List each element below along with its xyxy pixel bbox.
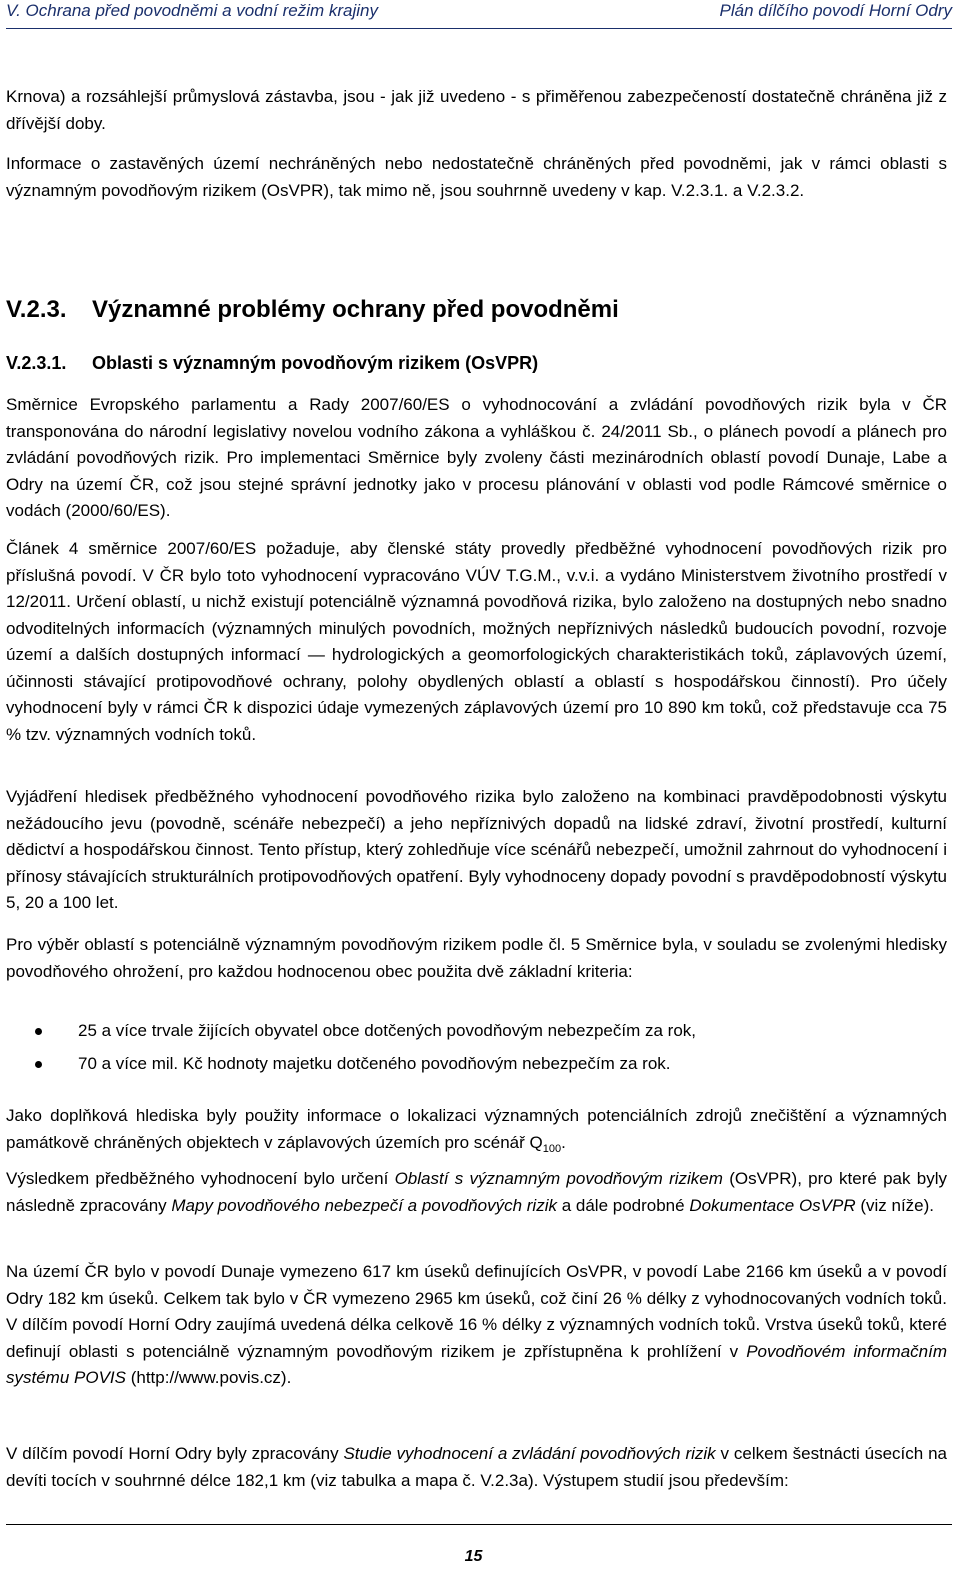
paragraph-1: Krnova) a rozsáhlejší průmyslová zástavba, jsou - jak již uvedeno - s přiměřenou zabezpečeností dostatečně chráněna již z dřívější doby. [6,87,947,133]
criteria-list [6,1018,947,1083]
paragraph-7 [6,1103,947,1156]
paragraph-9 [6,1259,947,1392]
subsection-title: Oblasti s významným povodňovým rizikem (OsVPR) [92,353,539,373]
section-title: Významné problémy ochrany před povodněmi [92,296,619,323]
paragraph-3: Směrnice Evropského parlamentu a Rady 2007/60/ES o vyhodnocování a zvládání povodňových rizik byla v ČR transponována do národní legislativy novelou vodního zákona a vyhláškou č. 24/2011 Sb., o plánech povodí a plánech pro zvládání povodňových rizik. Pro implementaci Směrnice byly zvoleny části mezinárodních oblastí povodí Dunaje, Labe a Odry na území ČR, což jsou stejné správní jednotky jako v procesu plánování v oblasti vod podle Rámcové směrnice o vodách (2000/60/ES). [6,395,947,520]
paragraph-8-text: Výsledkem předběžného vyhodnocení bylo určení [6,1169,395,1188]
list-item-text: 70 a více mil. Kč hodnoty majetku dotčeného povodňovým nebezpečím za rok. [78,1053,671,1073]
page-header [6,0,952,29]
paragraph-4: Článek 4 směrnice 2007/60/ES požaduje, aby členské státy provedly předběžné vyhodnocení povodňových rizik pro příslušná povodí. V ČR bylo toto vyhodnocení vypracováno VÚV T.G.M., v.v.i. a vydáno Ministerstvem životního prostředí v 12/2011. Určení oblastí, u nichž existují potenciálně významná povodňová rizika, bylo založeno na dostupných nebo snadno odvoditelných informacích (významných minulých povodních, možných nepříznivých následků budoucích povodní, rozvoje území a dalších dostupných informací — hydrologických a geomorfologických charakteristikách toků, záplavových území, účinnosti stávající protipovodňové ochrany, polohy obydlených oblastí a oblastí s hospodářskou činností). Pro účely vyhodnocení byly v rámci ČR k dispozici údaje vymezených záplavových území pro 10 890 km toků, což představuje cca 75 % tzv. významných vodních toků. [6,539,947,744]
bullet-icon [35,1028,42,1035]
povis-term: Povodňovém informačním systému POVIS [6,1341,947,1387]
list-item-text: 25 a více trvale žijících obyvatel obce dotčených povodňovým nebezpečím za rok, [78,1021,696,1040]
paragraph-8-text: a dále podrobné [556,1195,690,1215]
footer-divider [6,1524,952,1525]
list-item [6,1051,947,1078]
subsection-number: V.2.3.1. [6,353,67,373]
paragraph-9-text: (http://www.povis.cz). [125,1368,292,1387]
section-number: V.2.3. [6,296,67,323]
bullet-icon [35,1061,42,1068]
maps-term: Mapy povodňového nebezpečí a povodňových rizik [171,1195,557,1215]
header-chapter-title: V. Ochrana před povodněmi a vodní režim krajiny [6,1,378,20]
studies-term: Studie vyhodnocení a zvládání povodňových rizik [343,1444,716,1463]
documentation-term: Dokumentace OsVPR [689,1195,856,1215]
paragraph-10 [6,1441,947,1494]
osvpr-term: Oblastí s významným povodňovým rizikem [394,1169,723,1188]
paragraph-7-text: Jako doplňková hlediska byly použity informace o lokalizaci významných potenciálních zdrojů znečištění a významných památkově chráněných objektech v záplavových územích pro scénář Q [6,1106,947,1152]
section-heading [6,296,619,324]
q100-subscript: 100 [542,1142,562,1155]
paragraph-9-text: Na území ČR bylo v povodí Dunaje vymezeno 617 km úseků definujících OsVPR, v povodí Labe 2166 km úseků a v povodí Odry 182 km úseků. Celkem tak bylo v ČR vymezeno 2965 km úseků, což činí 26 % délky z vyhodnocovaných vodních toků. V dílčím povodí Horní Odry zaujímá uvedená délka celkově 16 % délky z významných vodních toků. Vrstva úseků toků, které definují oblasti s potenciálně významným povodňovým rizikem je zpřístupněna k prohlížení v [6,1262,947,1361]
paragraph-10-text: V dílčím povodí Horní Odry byly zpracovány [6,1444,344,1463]
subsection-heading [6,353,538,374]
header-document-title: Plán dílčího povodí Horní Odry [719,1,952,20]
paragraph-8-text: (viz níže). [855,1195,935,1215]
list-item [6,1018,947,1045]
paragraph-6: Pro výběr oblastí s potenciálně významným povodňovým rizikem podle čl. 5 Směrnice byla, v souladu se zvolenými hledisky povodňového ohrožení, pro každou hodnocenou obec použita dvě základní kriteria: [6,935,947,981]
paragraph-2: Informace o zastavěných území nechráněných nebo nedostatečně chráněných před povodněmi, jak v rámci oblasti s významným povodňovým rizikem (OsVPR), tak mimo ně, jsou souhrnně uvedeny v kap. V.2.3.1. a V.2.3.2. [6,154,947,200]
paragraph-8 [6,1166,947,1219]
paragraph-5: Vyjádření hledisek předběžného vyhodnocení povodňového rizika bylo založeno na kombinaci pravděpodobnosti výskytu nežádoucího jevu (povodně, scénáře nebezpečí) a jeho nepříznivých dopadů na lidské zdraví, životní prostředí, kulturní dědictví a hospodářskou činnost. Tento přístup, který zohledňuje více scénářů nebezpečí, umožnil zahrnout do vyhodnocení i přínosy stávajících strukturálních protipovodňových opatření. Byly vyhodnoceny dopady povodní s pravděpodobností výskytu 5, 20 a 100 let. [6,787,947,912]
paragraph-10-text: v celkem šestnácti úsecích na devíti tocích v souhrnné délce 182,1 km (viz tabulka a mapa č. V.2.3a). Výstupem studií jsou především: [6,1444,947,1490]
page-number: 15 [464,1548,483,1565]
paragraph-8-text: (OsVPR), pro které pak byly následně zpracovány [6,1169,947,1215]
paragraph-7-end: . [561,1132,566,1152]
